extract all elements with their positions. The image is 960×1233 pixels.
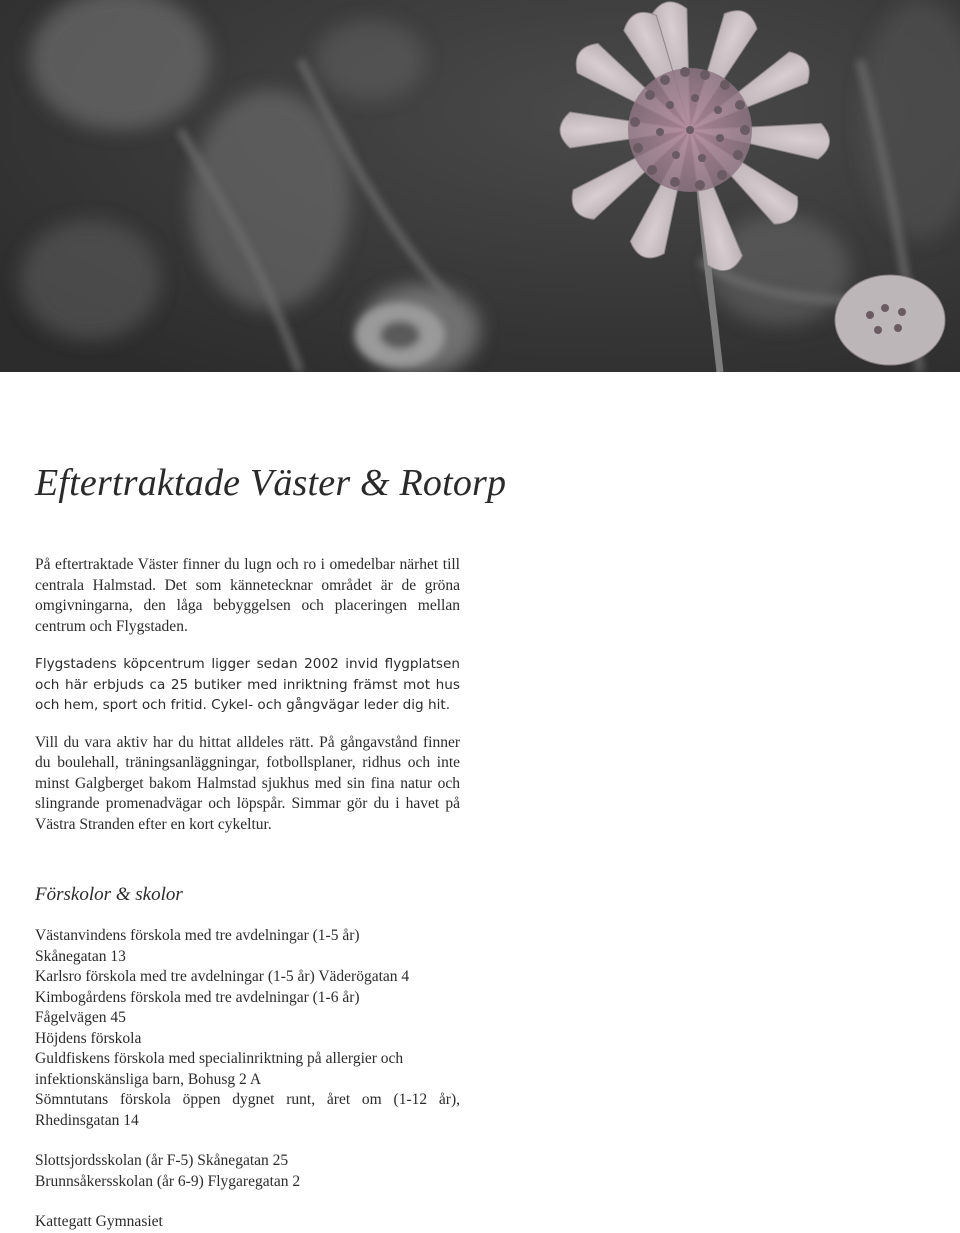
list-item: Brunnsåkersskolan (år 6-9) Flygaregatan 2 (35, 1172, 301, 1190)
list-item: Karlsro förskola med tre avdelningar (1-5 år) Väderögatan 4 (35, 968, 410, 985)
hero-flower-photo (0, 0, 960, 372)
list-item: Kimbogårdens förskola med tre avdelningar (1-6 år) (35, 988, 360, 1006)
list-item: Slottsjordsskolan (år F-5) Skånegatan 25 (35, 1152, 289, 1169)
list-item: Skånegatan 13 (35, 947, 126, 965)
intro-paragraph: På eftertraktade Väster finner du lugn och ro i omedelbar närhet till centrala Halmstad. Det som kännetecknar området är de gröna omgivningarna, den låga bebyggelsen och placeringen mellan centrum och Flygstaden. (35, 556, 460, 635)
list-item: Rhedinsgatan 14 (35, 1111, 139, 1129)
schools-list (35, 926, 460, 1233)
list-item: Sömntutans förskola öppen dygnet runt, året om (1-12 år), (35, 1091, 460, 1108)
intro-text (35, 555, 460, 852)
list-item: Guldfiskens förskola med specialinriktning på allergier och (35, 1050, 404, 1067)
page-title: Eftertraktade Väster & Rotorp (35, 462, 507, 504)
list-item: Fågelvägen 45 (35, 1009, 126, 1026)
list-item: Höjdens förskola (35, 1029, 142, 1047)
schools-heading: Förskolor & skolor (35, 884, 183, 905)
flower-photo-illustration (0, 0, 960, 372)
list-item: infektionskänsliga barn, Bohusg 2 A (35, 1070, 262, 1088)
intro-paragraph: Vill du vara aktiv har du hittat alldeles rätt. På gångavstånd finner du boulehall, träningsanläggningar, fotbollsplaner, ridhus och inte minst Galgberget bakom Halmstad sjukhus med sin fina natur och slingrande promenadvägar och löpspår. Simmar gör du i havet på Västra Stranden efter en kort cykeltur. (35, 733, 460, 833)
list-item: Västanvindens förskola med tre avdelningar (1-5 år) (35, 927, 360, 944)
intro-paragraph: Flygstadens köpcentrum ligger sedan 2002 invid flygplatsen och här erbjuds ca 25 butiker med inriktning främst mot hus och hem, sport och fritid. Cykel- och gångvägar leder dig hit. (35, 656, 460, 713)
list-item: Kattegatt Gymnasiet (35, 1213, 163, 1230)
